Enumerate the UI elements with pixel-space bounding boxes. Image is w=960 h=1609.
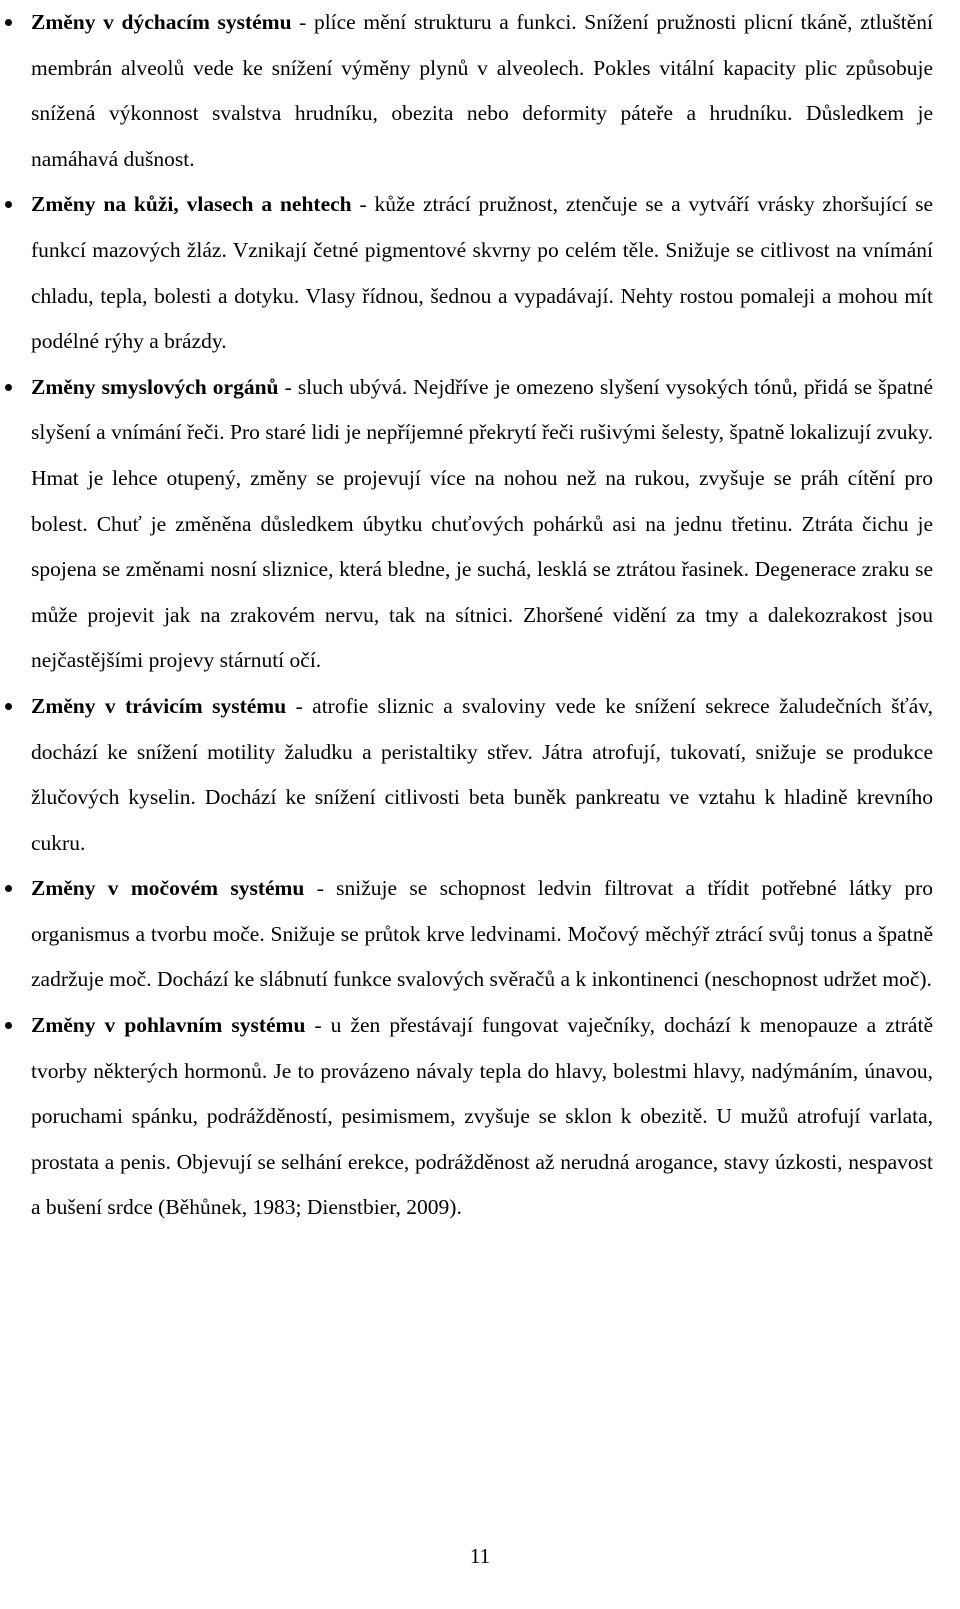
item-text: - plíce mění strukturu a funkci. Snížení pružnosti plicní tkáně, ztluštění membrán alveolů vede ke snížení výměny plynů v alveolech. Pokles vitální kapacity plic způsobuje snížená výkonnost svalstva hrudníku, obezita nebo deformity páteře a hrudníku. Důsledkem je namáhavá dušnost. [31, 10, 934, 171]
page-number: 11 [469, 1544, 491, 1568]
item-term: Změny v dýchacím systému [31, 10, 292, 34]
item-term: Změny v močovém systému [31, 876, 305, 901]
bullet-icon [5, 703, 12, 710]
aging-changes-list [31, 0, 933, 1231]
item-term: Změny v pohlavním systému [31, 1013, 306, 1038]
bullet-icon [5, 19, 12, 26]
list-item [31, 182, 933, 364]
list-item [31, 0, 933, 182]
list-item [31, 866, 933, 1003]
item-text: - snižuje se schopnost ledvin filtrovat a třídit potřebné látky pro organismus a tvorbu moče. Snižuje se průtok krve ledvinami. Močový měchýř ztrácí svůj tonus a špatně zadržuje moč. Dochází ke slábnutí funkce svalových svěračů a k inkontinenci (neschopnost udržet moč). [31, 876, 933, 992]
list-item [31, 1003, 933, 1231]
bullet-icon [5, 384, 12, 391]
item-term: Změny smyslových orgánů [31, 374, 279, 399]
bullet-icon [5, 201, 12, 208]
item-term: Změny v trávicím systému [31, 693, 287, 718]
item-term: Změny na kůži, vlasech a nehtech [31, 192, 352, 217]
item-text: - sluch ubývá. Nejdříve je omezeno slyšení vysokých tónů, přidá se špatné slyšení a vnímání řeči. Pro staré lidi je nepříjemné překrytí řeči rušivými šelesty, špatně lokalizují zvuky. Hmat je lehce otupený, změny se projevují více na nohou než na rukou, zvyšuje se práh cítění pro bolest. Chuť je změněna důsledkem úbytku chuťových pohárků asi na jednu třetinu. Ztráta čichu je spojena se změnami nosní sliznice, která bledne, je suchá, lesklá se ztrátou řasinek. Degenerace zraku se může projevit jak na zrakovém nervu, tak na sítnici. Zhoršené vidění za tmy a dalekozrakost jsou nejčastějšími projevy stárnutí očí. [31, 374, 934, 673]
list-item [31, 684, 933, 866]
bullet-icon [5, 1022, 12, 1029]
item-text: - kůže ztrácí pružnost, ztenčuje se a vytváří vrásky zhoršující se funkcí mazových žláz. Vznikají četné pigmentové skvrny po celém těle. Snižuje se citlivost na vnímání chladu, tepla, bolesti a dotyku. Vlasy řídnou, šednou a vypadávají. Nehty rostou pomaleji a mohou mít podélné rýhy a brázdy. [31, 192, 933, 354]
item-text: - u žen přestávají fungovat vaječníky, dochází k menopauze a ztrátě tvorby některých hormonů. Je to provázeno návaly tepla do hlavy, bolestmi hlavy, nadýmáním, únavou, poruchami spánku, podrážděností, pesimismem, zvyšuje se sklon k obezitě. U mužů atrofují varlata, prostata a penis. Objevují se selhání erekce, podrážděnost až nerudná arogance, stavy úzkosti, nespavost a bušení srdce (Běhůnek, 1983; Dienstbier, 2009). [31, 1013, 933, 1220]
list-item [31, 365, 933, 684]
bullet-icon [5, 885, 12, 892]
item-text: - atrofie sliznic a svaloviny vede ke snížení sekrece žaludečních šťáv, dochází ke snížení motility žaludku a peristaltiky střev. Játra atrofují, tukovatí, snižuje se produkce žlučových kyselin. Dochází ke snížení citlivosti beta buněk pankreatu ve vztahu k hladině krevního cukru. [31, 693, 934, 855]
